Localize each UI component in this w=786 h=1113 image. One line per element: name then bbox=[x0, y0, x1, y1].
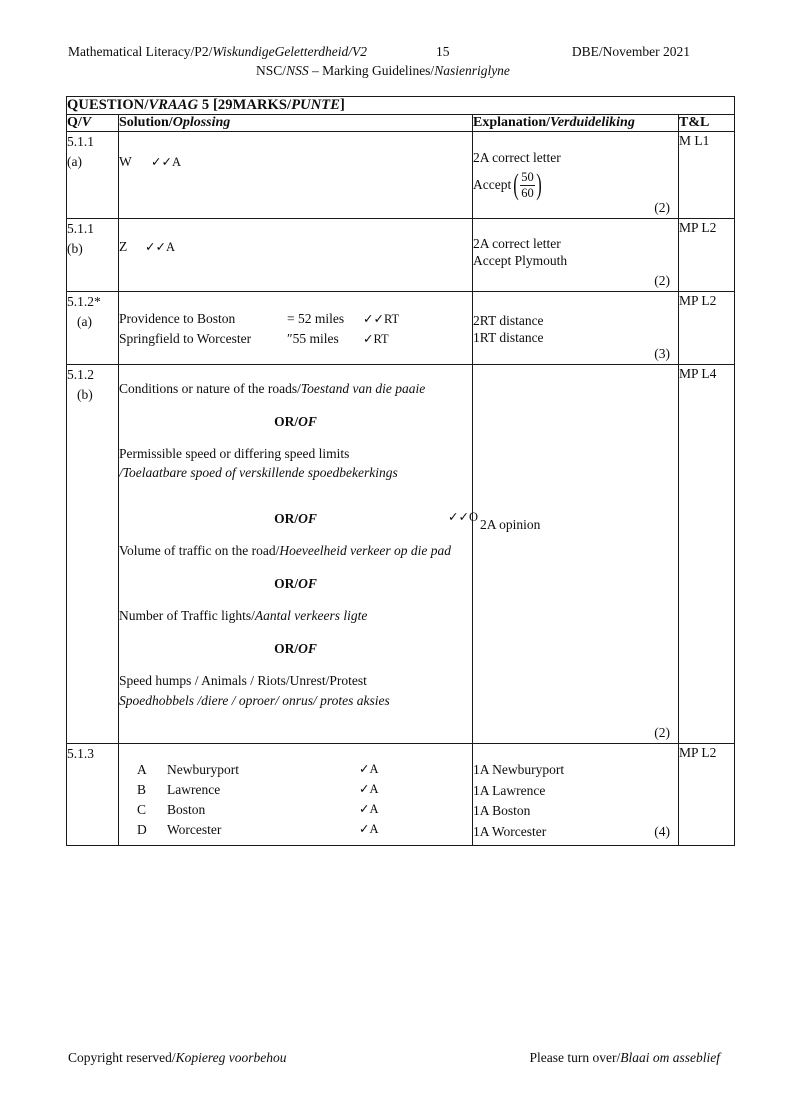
tl-line-2: L4 bbox=[701, 366, 717, 381]
option-5 bbox=[119, 671, 472, 709]
item-town: Lawrence bbox=[167, 782, 221, 797]
solution-cell-511b bbox=[119, 219, 473, 292]
question-number-cell-511b bbox=[67, 219, 119, 292]
turn-over-italic: Blaai om asseblief bbox=[620, 1050, 720, 1065]
question-number-main: 5.1.1 bbox=[67, 221, 94, 236]
list-item bbox=[119, 760, 472, 780]
accept-label: Accept bbox=[473, 177, 512, 192]
answer-letter: Z bbox=[119, 239, 128, 254]
route-value-1: = 52 miles bbox=[287, 311, 345, 326]
tl-line-1: MP bbox=[679, 293, 699, 308]
explanation-cell-513 bbox=[473, 744, 679, 846]
tick-marks-opinion: ✓✓O bbox=[448, 509, 478, 524]
option-2 bbox=[119, 444, 472, 482]
solution-distance-list bbox=[119, 292, 472, 350]
page-header bbox=[68, 44, 718, 79]
question-number-sub: (a) bbox=[77, 313, 92, 329]
col-solution-roman: Solution/ bbox=[119, 115, 173, 130]
explanation-line-2: 1A Lawrence bbox=[473, 782, 546, 798]
marks-total: (2) bbox=[654, 725, 670, 740]
explanation-line-2: Accept Plymouth bbox=[473, 253, 568, 268]
column-header-explanation bbox=[473, 115, 679, 132]
marking-guidelines-table bbox=[66, 96, 735, 846]
item-tick: ✓A bbox=[359, 802, 379, 816]
tl-cell-513 bbox=[679, 744, 735, 846]
list-item bbox=[119, 800, 472, 820]
tick-marks-2: ✓RT bbox=[363, 332, 389, 347]
tl-cell-512a bbox=[679, 292, 735, 365]
option-1 bbox=[119, 379, 472, 398]
copyright-notice bbox=[68, 1050, 286, 1066]
tick-marks: ✓✓A bbox=[145, 240, 175, 254]
table-header-row bbox=[67, 115, 735, 132]
tl-cell-511b bbox=[679, 219, 735, 292]
option-3-roman: Volume of traffic on the road/ bbox=[119, 542, 280, 558]
explanation-line-1: 2RT distance bbox=[473, 313, 544, 328]
solution-cell-513 bbox=[119, 744, 473, 846]
option-4 bbox=[119, 606, 472, 625]
fraction-50-over-60 bbox=[520, 170, 535, 200]
tl-line-2: L2 bbox=[701, 745, 717, 760]
item-town: Worcester bbox=[167, 822, 222, 837]
solution-cell-512a bbox=[119, 292, 473, 365]
explanation-cell-512b bbox=[473, 365, 679, 744]
explanation-line-1: 2A correct letter bbox=[473, 236, 561, 251]
option-1-italic: Toestand van die paaie bbox=[300, 381, 426, 396]
question-number-sub: (a) bbox=[67, 153, 82, 169]
item-town: Boston bbox=[167, 802, 206, 817]
table-row bbox=[67, 365, 735, 744]
tl-line-1: MP bbox=[679, 745, 699, 760]
or-separator-2 bbox=[119, 509, 478, 528]
or-roman-1: OR/ bbox=[274, 414, 299, 430]
distance-line-1 bbox=[119, 309, 472, 329]
accept-fraction-row bbox=[473, 170, 678, 200]
explanation-opinion: 2A opinion bbox=[480, 517, 541, 532]
item-town: Newburyport bbox=[167, 762, 239, 777]
table-row bbox=[67, 132, 735, 219]
option-2-line-1: Permissible speed or differing speed limits bbox=[119, 446, 350, 462]
tick-marks: ✓✓A bbox=[151, 155, 181, 169]
turn-over-roman: Please turn over/ bbox=[529, 1050, 621, 1065]
route-value-2: ″55 miles bbox=[287, 331, 339, 347]
tl-line-2: L2 bbox=[701, 293, 717, 308]
distance-line-2 bbox=[119, 329, 472, 349]
question-number-cell-513 bbox=[67, 744, 119, 846]
column-header-solution bbox=[119, 115, 473, 132]
explanation-line-3: 1A Boston bbox=[473, 803, 531, 819]
marks-label-roman: 5 [29MARKS/ bbox=[198, 97, 292, 113]
option-3 bbox=[119, 541, 472, 560]
option-2-line-2-italic: /Toelaatbare spoed of verskillende spoedbekerkings bbox=[119, 465, 398, 481]
tl-line-2: L1 bbox=[694, 133, 710, 148]
solution-answer-511b bbox=[119, 219, 472, 255]
nsc-roman: NSC/ bbox=[256, 63, 287, 78]
marks-total: (3) bbox=[654, 346, 670, 361]
question-number-cell-511a bbox=[67, 132, 119, 219]
tick-marks-1: ✓✓RT bbox=[363, 312, 400, 326]
question-number-main: 5.1.1 bbox=[67, 134, 94, 149]
of-italic-3: OF bbox=[298, 575, 317, 591]
col-v-italic: V bbox=[81, 115, 92, 130]
of-italic-4: OF bbox=[298, 641, 317, 657]
exam-subject-roman: Mathematical Literacy/P2/ bbox=[68, 44, 213, 59]
question-label-roman: QUESTION/ bbox=[67, 97, 149, 113]
table-row bbox=[67, 744, 735, 846]
question-number-main: 5.1.2 bbox=[67, 367, 94, 382]
or-separator-3 bbox=[119, 574, 472, 593]
col-oplossing-italic: Oplossing bbox=[172, 115, 231, 130]
solution-answer-511a bbox=[119, 132, 472, 170]
question-number-sub: (b) bbox=[77, 386, 93, 402]
item-letter: C bbox=[137, 802, 147, 817]
item-tick: ✓A bbox=[359, 782, 379, 796]
col-explanation-roman: Explanation/ bbox=[473, 115, 551, 130]
explanation-line-4: 1A Worcester bbox=[473, 823, 547, 839]
nasienriglyne-italic: Nasienriglyne bbox=[434, 63, 510, 78]
or-separator-4 bbox=[119, 639, 472, 658]
column-header-question bbox=[67, 115, 119, 132]
tl-line-1: M bbox=[679, 133, 692, 148]
item-tick: ✓A bbox=[359, 762, 379, 776]
table-row bbox=[67, 219, 735, 292]
table-row bbox=[67, 292, 735, 365]
option-4-italic: Aantal verkeers ligte bbox=[254, 608, 368, 624]
option-4-roman: Number of Traffic lights/ bbox=[119, 608, 255, 624]
item-letter: D bbox=[137, 822, 147, 837]
or-roman-2: OR/ bbox=[274, 510, 299, 526]
fraction-denominator: 60 bbox=[521, 185, 534, 200]
explanation-cell-512a bbox=[473, 292, 679, 365]
question-number-cell-512b bbox=[67, 365, 119, 744]
tl-cell-512b bbox=[679, 365, 735, 744]
question-number-sub: (b) bbox=[67, 240, 83, 256]
explanation-cell-511a bbox=[473, 132, 679, 219]
list-item bbox=[119, 820, 472, 840]
solution-town-list bbox=[119, 744, 472, 840]
marks-total: (2) bbox=[654, 273, 670, 288]
turn-over-notice bbox=[530, 1050, 720, 1066]
tl-line-2: L2 bbox=[701, 220, 717, 235]
exam-session-label: DBE/November 2021 bbox=[571, 44, 690, 59]
solution-options-list bbox=[119, 365, 478, 710]
exam-subject-label bbox=[68, 44, 367, 60]
option-1-roman: Conditions or nature of the roads/ bbox=[119, 381, 301, 396]
question-number-cell-512a bbox=[67, 292, 119, 365]
or-roman-4: OR/ bbox=[274, 641, 299, 657]
col-verduideliking-italic: Verduideliking bbox=[550, 115, 635, 130]
right-paren-glyph: ) bbox=[535, 168, 542, 201]
page-number: 15 bbox=[436, 44, 450, 59]
of-italic-2: OF bbox=[298, 510, 317, 526]
left-paren-glyph: ( bbox=[513, 168, 519, 201]
question-number-main: 5.1.3 bbox=[67, 746, 94, 761]
of-italic-1: OF bbox=[298, 414, 317, 430]
page-header-line-1 bbox=[68, 44, 718, 61]
table-title-row bbox=[67, 97, 735, 115]
copyright-roman: Copyright reserved/ bbox=[68, 1050, 176, 1065]
explanation-line-1: 1A Newburyport bbox=[473, 762, 565, 777]
question-number-main: 5.1.2* bbox=[67, 294, 101, 309]
item-letter: A bbox=[137, 762, 147, 777]
answer-letter: W bbox=[119, 154, 132, 169]
punte-label-italic: PUNTE bbox=[291, 97, 341, 113]
exam-subject-italic: WiskundigeGeletterdheid/V2 bbox=[212, 44, 368, 59]
col-q-roman: Q/ bbox=[67, 115, 82, 130]
vraag-label-italic: VRAAG bbox=[148, 97, 199, 113]
explanation-cell-511b bbox=[473, 219, 679, 292]
route-label-2: Springfield to Worcester bbox=[119, 331, 252, 347]
fraction-numerator: 50 bbox=[521, 170, 534, 185]
marks-total: (4) bbox=[654, 824, 670, 840]
tl-line-1: MP bbox=[679, 220, 699, 235]
nss-italic: NSS bbox=[286, 63, 309, 78]
column-header-tl bbox=[679, 115, 735, 132]
tl-line-1: MP bbox=[679, 366, 699, 381]
option-5-line-1: Speed humps / Animals / Riots/Unrest/Protest bbox=[119, 673, 367, 689]
question-title-cell bbox=[67, 97, 735, 115]
route-label-1: Providence to Boston bbox=[119, 311, 236, 326]
marking-guidelines-roman: – Marking Guidelines/ bbox=[308, 63, 435, 78]
copyright-italic: Kopiereg voorbehou bbox=[175, 1050, 287, 1065]
explanation-line-1: 2A correct letter bbox=[473, 150, 561, 165]
list-item bbox=[119, 780, 472, 800]
option-3-italic: Hoeveelheid verkeer op die pad bbox=[279, 542, 452, 558]
solution-cell-512b bbox=[119, 365, 478, 744]
or-roman-3: OR/ bbox=[274, 575, 299, 591]
title-bracket-close: ] bbox=[340, 97, 345, 113]
explanation-line-2: 1RT distance bbox=[473, 330, 544, 345]
col-tl-label: T&L bbox=[679, 115, 710, 130]
item-tick: ✓A bbox=[359, 822, 379, 836]
item-letter: B bbox=[137, 782, 147, 797]
option-5-line-2-italic: Spoedhobbels /diere / oproer/ onrus/ protes aksies bbox=[119, 692, 390, 708]
or-separator-1 bbox=[119, 412, 472, 431]
page-header-line-2 bbox=[68, 63, 718, 79]
tl-cell-511a bbox=[679, 132, 735, 219]
marks-total: (2) bbox=[654, 200, 670, 215]
solution-cell-511a bbox=[119, 132, 473, 219]
